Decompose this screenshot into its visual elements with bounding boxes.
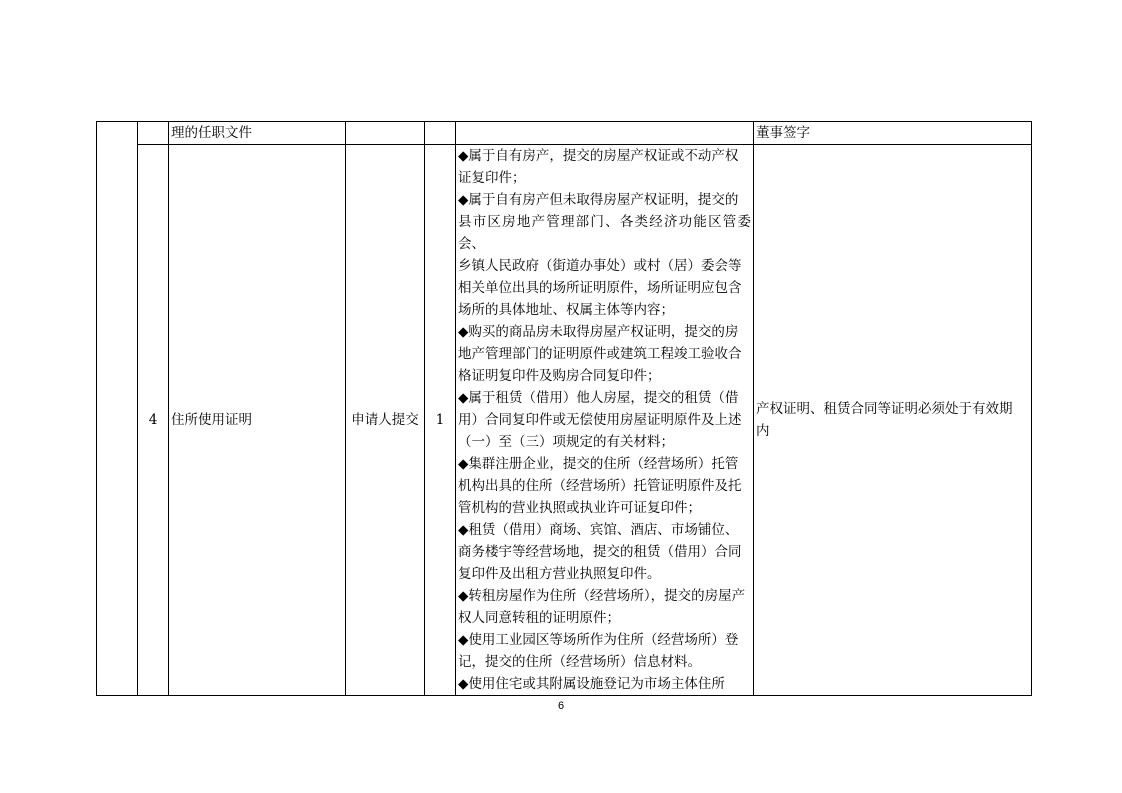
- requirement-line: ◆使用住宅或其附属设施登记为市场主体住所: [458, 676, 725, 692]
- page-number: 6: [557, 700, 565, 712]
- note-cell: 董事签字: [754, 122, 1032, 145]
- note-cell: [754, 145, 1032, 696]
- count-cell: 1: [425, 145, 456, 696]
- item-cell: 理的任职文件: [169, 122, 346, 145]
- table-row: [97, 122, 1032, 145]
- index-cell: [138, 122, 169, 145]
- requirement-line: ◆属于租赁（借用）他人房屋，提交的租赁（借: [458, 390, 739, 406]
- requirement-line: ◆使用工业园区等场所作为住所（经营场所）登: [458, 632, 739, 648]
- requirement-line: 记，提交的住所（经营场所）信息材料。: [458, 654, 701, 670]
- count-cell: [425, 122, 456, 145]
- source-cell: [346, 122, 425, 145]
- requirement-line: ◆属于自有房产，提交的房屋产权证或不动产权: [458, 148, 739, 164]
- requirement-line: ◆属于自有房产但未取得房屋产权证明，提交的: [458, 192, 739, 208]
- item-cell: 住所使用证明: [169, 145, 346, 696]
- category-cell: [97, 122, 138, 696]
- table-row: [97, 145, 1032, 696]
- requirement-line: ◆购买的商品房未取得房屋产权证明，提交的房: [458, 324, 739, 340]
- requirement-line: ◆集群注册企业，提交的住所（经营场所）托管: [458, 456, 739, 472]
- requirements-cell: [456, 122, 754, 145]
- requirement-line: 场所的具体地址、权属主体等内容；: [458, 302, 674, 318]
- requirement-line: 权人同意转租的证明原件；: [458, 610, 620, 626]
- requirement-line: 证复印件；: [458, 170, 526, 186]
- requirements-cell: [456, 145, 754, 696]
- requirement-line: 管机构的营业执照或执业许可证复印件；: [458, 500, 701, 516]
- requirement-line: 地产管理部门的证明原件或建筑工程竣工验收合: [458, 346, 742, 362]
- requirement-line: 格证明复印件及购房合同复印件；: [458, 368, 661, 384]
- requirement-line: 复印件及出租方营业执照复印件。: [458, 566, 661, 582]
- index-cell: 4: [138, 145, 169, 696]
- note-line: 内: [756, 423, 770, 439]
- requirement-line: 商务楼宇等经营场地，提交的租赁（借用）合同: [458, 544, 742, 560]
- requirements-table: [96, 121, 1032, 696]
- requirement-line: 乡镇人民政府（街道办事处）或村（居）委会等: [458, 258, 742, 274]
- source-cell: 申请人提交: [346, 145, 425, 696]
- note-line: 产权证明、租赁合同等证明必须处于有效期: [756, 401, 1013, 417]
- requirement-line: 县市区房地产管理部门、各类经济功能区管委会、: [458, 214, 751, 252]
- requirement-line: 用）合同复印件或无偿使用房屋证明原件及上述: [458, 412, 742, 428]
- requirement-line: ◆转租房屋作为住所（经营场所），提交的房屋产: [458, 588, 746, 604]
- requirement-line: （一）至（三）项规定的有关材料；: [458, 434, 674, 450]
- requirement-line: 相关单位出具的场所证明原件，场所证明应包含: [458, 280, 742, 296]
- requirement-line: ◆租赁（借用）商场、宾馆、酒店、市场铺位、: [458, 522, 739, 538]
- requirement-line: 机构出具的住所（经营场所）托管证明原件及托: [458, 478, 742, 494]
